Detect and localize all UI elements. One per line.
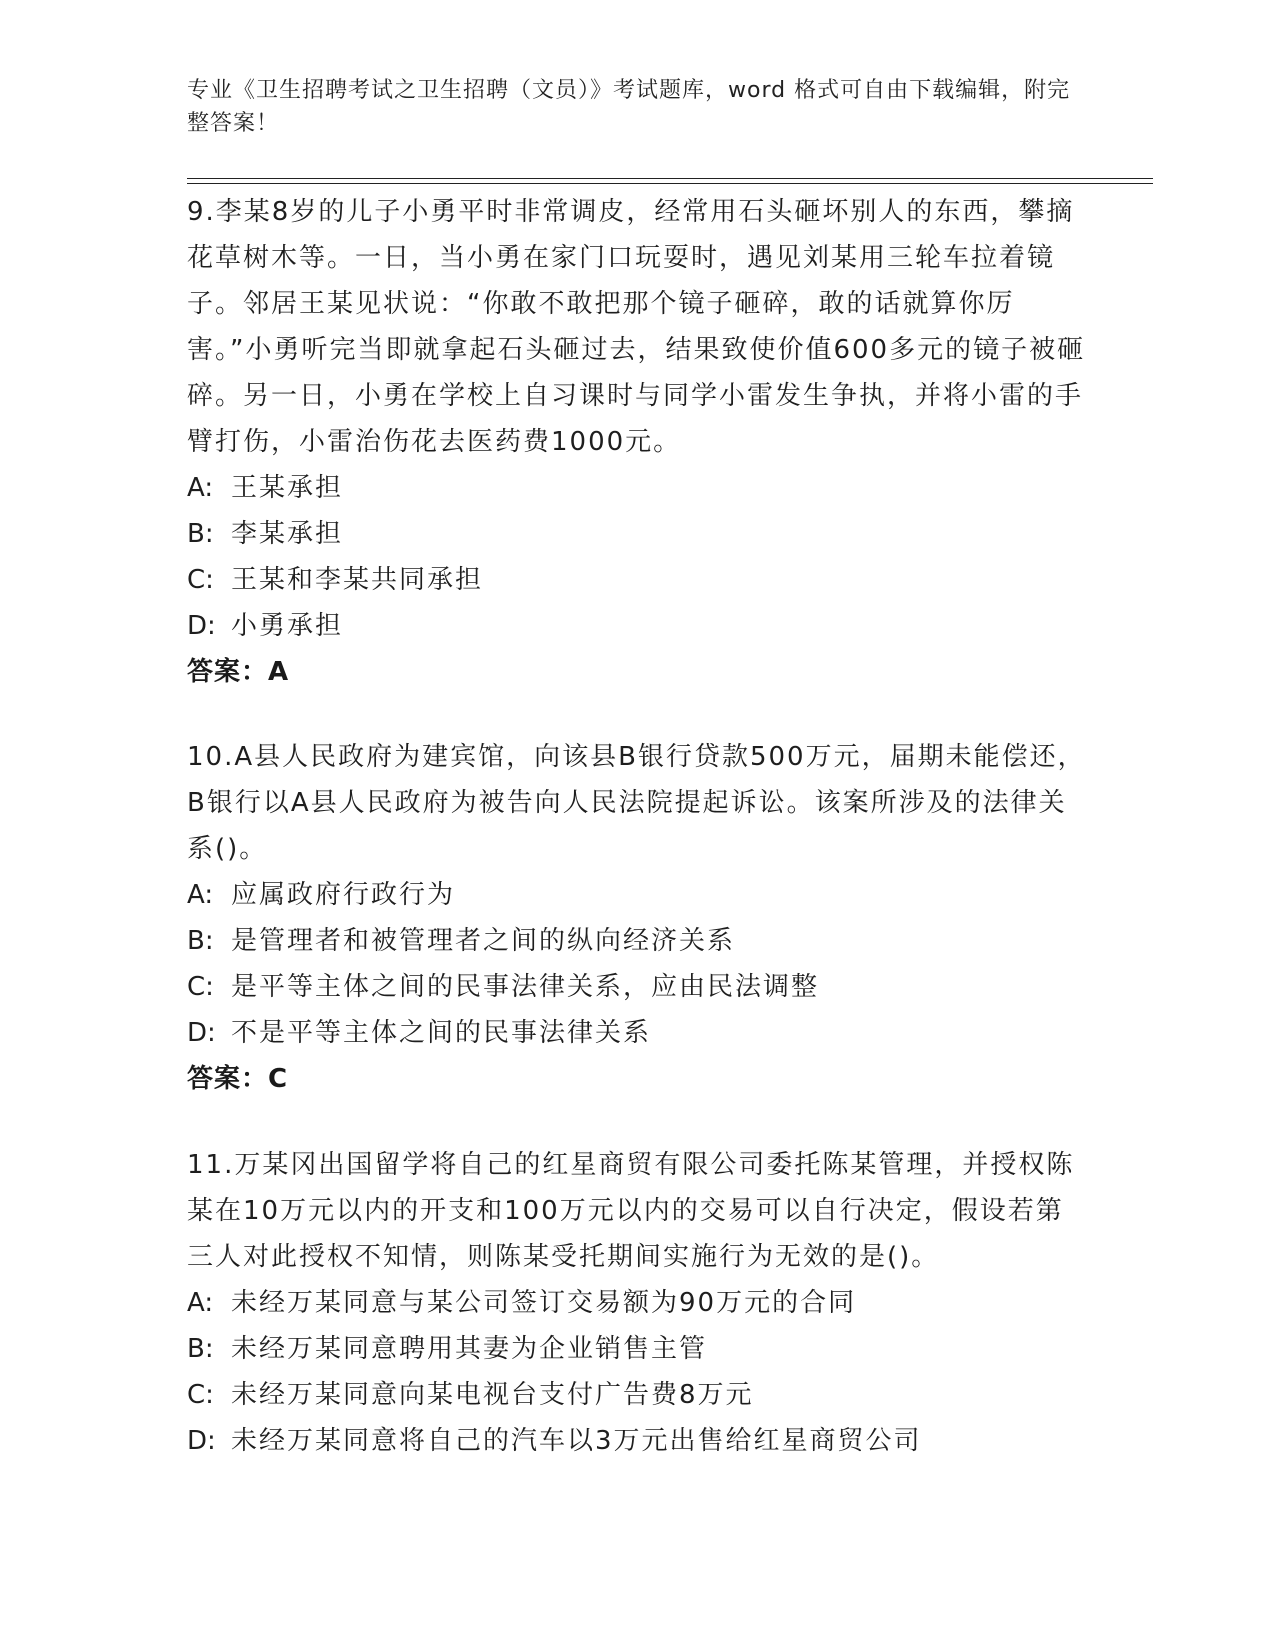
question-11 (187, 1142, 1087, 1464)
option-d (187, 1010, 1087, 1056)
option-b (187, 918, 1087, 964)
option-a (187, 1280, 1087, 1326)
option-text: 未经万某同意与某公司签订交易额为90万元的合同 (231, 1288, 857, 1318)
option-key: D: (187, 1018, 216, 1048)
question-9 (187, 189, 1087, 695)
option-text: 应属政府行政行为 (231, 880, 456, 910)
option-text: 王某承担 (231, 473, 344, 503)
option-b (187, 511, 1087, 557)
option-c (187, 964, 1087, 1010)
option-key: D: (187, 1426, 216, 1456)
option-key: C: (187, 565, 214, 595)
answer-line: 答案：A (187, 657, 290, 687)
question-stem: 10.A县人民政府为建宾馆，向该县B银行贷款500万元，届期未能偿还，B银行以A县人民政府为被告向人民法院提起诉讼。该案所涉及的法律关系()。 (187, 742, 1086, 864)
option-text: 小勇承担 (231, 611, 344, 641)
question-stem: 11.万某冈出国留学将自己的红星商贸有限公司委托陈某管理，并授权陈某在10万元以内的开支和100万元以内的交易可以自行决定，假设若第三人对此授权不知情，则陈某受托期间实施行为无效的是()。 (187, 1150, 1075, 1272)
option-key: B: (187, 926, 214, 956)
option-b (187, 1326, 1087, 1372)
option-key: B: (187, 519, 214, 549)
option-c (187, 557, 1087, 603)
document-header: 专业《卫生招聘考试之卫生招聘（文员）》考试题库，word 格式可自由下载编辑，附完整答案！ (187, 78, 1071, 136)
option-key: C: (187, 1380, 214, 1410)
option-a (187, 872, 1087, 918)
option-a (187, 465, 1087, 511)
question-10 (187, 734, 1087, 1102)
option-text: 王某和李某共同承担 (231, 565, 484, 595)
option-key: D: (187, 611, 216, 641)
option-text: 不是平等主体之间的民事法律关系 (231, 1018, 652, 1048)
question-stem: 9.李某8岁的儿子小勇平时非常调皮，经常用石头砸坏别人的东西，攀摘花草树木等。一日，当小勇在家门口玩耍时，遇见刘某用三轮车拉着镜子。邻居王某见状说：“你敢不敢把那个镜子砸碎，敢的话就算你厉害。”小勇听完当即就拿起石头砸过去，结果致使价值600多元的镜子被砸碎。另一日，小勇在学校上自习课时与同学小雷发生争执，并将小雷的手臂打伤，小雷治伤花去医药费1000元。 (187, 197, 1086, 457)
option-c (187, 1372, 1087, 1418)
option-key: A: (187, 473, 214, 503)
option-text: 是管理者和被管理者之间的纵向经济关系 (231, 926, 736, 956)
option-d (187, 603, 1087, 649)
header-divider-top (187, 178, 1153, 179)
option-text: 李某承担 (231, 519, 344, 549)
option-key: C: (187, 972, 214, 1002)
option-key: B: (187, 1334, 214, 1364)
option-d (187, 1418, 1087, 1464)
option-key: A: (187, 1288, 214, 1318)
option-key: A: (187, 880, 214, 910)
option-text: 是平等主体之间的民事法律关系，应由民法调整 (231, 972, 820, 1002)
header-divider-bottom (187, 183, 1153, 184)
option-text: 未经万某同意将自己的汽车以3万元出售给红星商贸公司 (231, 1426, 922, 1456)
option-text: 未经万某同意聘用其妻为企业销售主管 (231, 1334, 708, 1364)
answer-line: 答案：C (187, 1064, 289, 1094)
option-text: 未经万某同意向某电视台支付广告费8万元 (231, 1380, 754, 1410)
